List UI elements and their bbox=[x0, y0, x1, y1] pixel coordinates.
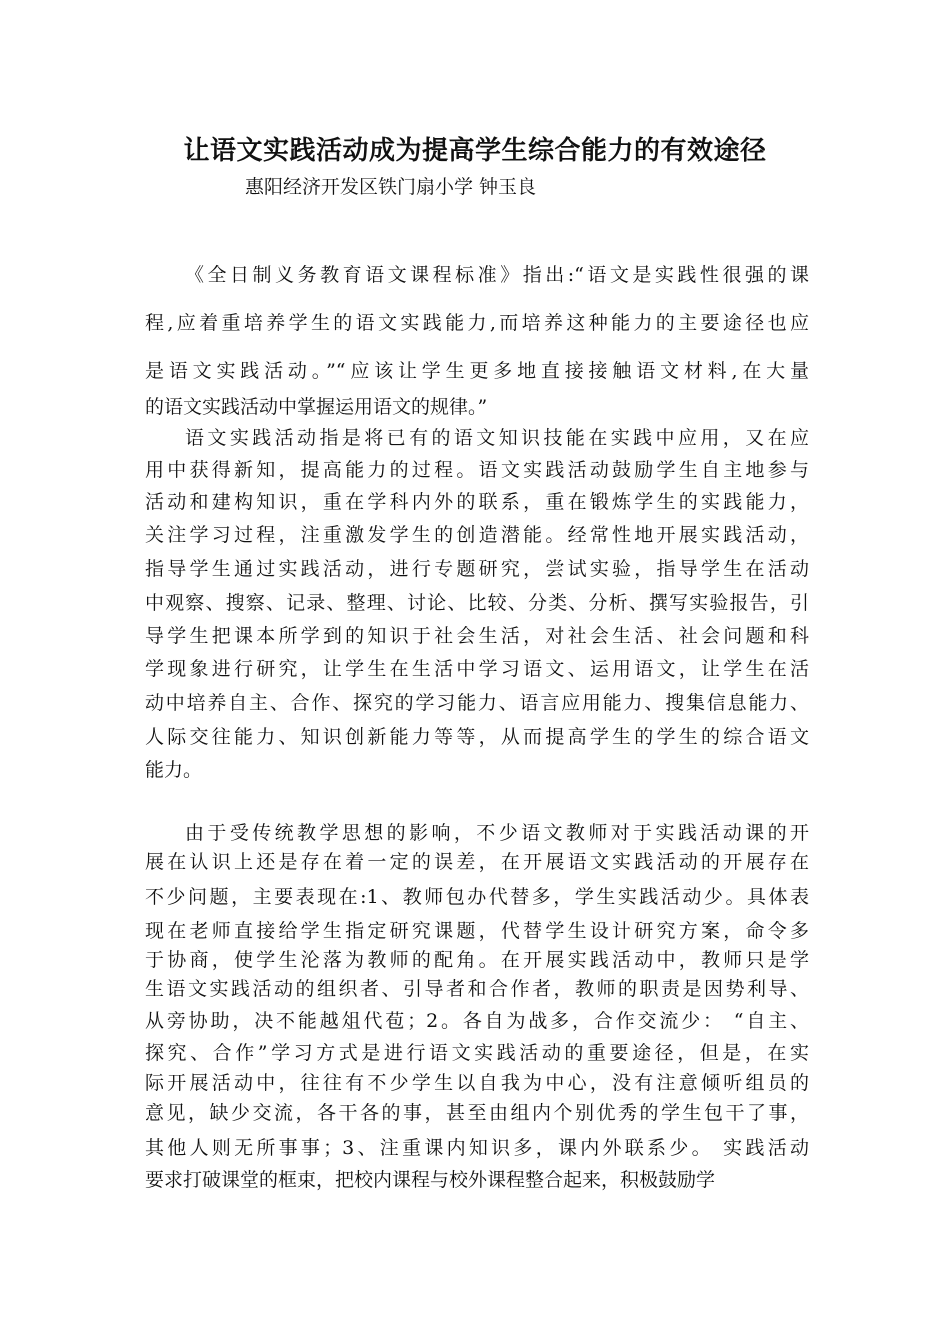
text-line: 能力。 bbox=[145, 759, 203, 781]
text-line: 用中获得新知，提高能力的过程。语文实践活动鼓励学生自主地参与 bbox=[145, 459, 809, 481]
text-line: 是语文实践活动。”“应该让学生更多地直接接触语文材料,在大量 bbox=[145, 360, 809, 382]
text-line: 程,应着重培养学生的语文实践能力,而培养这种能力的主要途径也应 bbox=[145, 312, 809, 334]
paragraph-3-line bbox=[145, 1070, 825, 1096]
text-line: 学现象进行研究，让学生在生活中学习语文、运用语文，让学生在活 bbox=[145, 658, 809, 680]
paragraph-3-line bbox=[145, 884, 825, 910]
paragraph-2-line bbox=[145, 425, 825, 451]
paragraph-3-line bbox=[145, 1008, 825, 1034]
paragraph-2-line bbox=[145, 656, 825, 682]
paragraph-2-line bbox=[145, 522, 825, 548]
paragraph-3-line bbox=[145, 1135, 825, 1161]
text-line: 由于受传统教学思想的影响，不少语文教师对于实践活动课的开 bbox=[185, 822, 809, 844]
paragraph-2-line bbox=[145, 724, 825, 750]
text-line: 动中培养自主、合作、探究的学习能力、语言应用能力、搜集信息能力、 bbox=[145, 692, 809, 714]
text-line: 要求打破课堂的框束，把校内课程与校外课程整合起来，积极鼓励学 bbox=[145, 1169, 716, 1191]
paragraph-1-line bbox=[145, 262, 825, 288]
paragraph-2-line bbox=[145, 757, 825, 783]
paragraph-3-line bbox=[145, 820, 825, 846]
paragraph-3-line bbox=[145, 1167, 825, 1193]
text-line: 现在老师直接给学生指定研究课题，代替学生设计研究方案，命令多 bbox=[145, 920, 809, 942]
text-line: 关注学习过程，注重激发学生的创造潜能。经常性地开展实践活动， bbox=[145, 524, 809, 546]
text-line: 中观察、搜察、记录、整理、讨论、比较、分类、分析、撰写实验报告，引 bbox=[145, 592, 809, 614]
document-title: 让语文实践活动成为提高学生综合能力的有效途径 bbox=[183, 136, 767, 166]
paragraph-2-line bbox=[145, 457, 825, 483]
paragraph-3-line bbox=[145, 947, 825, 973]
paragraph-2-line bbox=[145, 690, 825, 716]
text-line: 指导学生通过实践活动，进行专题研究，尝试实验，指导学生在活动 bbox=[145, 558, 809, 580]
paragraph-3-line bbox=[145, 918, 825, 944]
paragraph-3-line bbox=[145, 976, 825, 1002]
text-line: 于协商，使学生沦落为教师的配角。在开展实践活动中，教师只是学 bbox=[145, 949, 809, 971]
paragraph-1-line bbox=[145, 394, 825, 420]
paragraph-2-line bbox=[145, 623, 825, 649]
text-line: 际开展活动中，往往有不少学生以自我为中心，没有注意倾听组员的 bbox=[145, 1072, 809, 1094]
text-line: 语文实践活动指是将已有的语文知识技能在实践中应用，又在应 bbox=[185, 427, 809, 449]
text-line: 其他人则无所事事；3、注重课内知识多，课内外联系少。 实践活动 bbox=[145, 1137, 809, 1159]
text-line: 不少问题，主要表现在:1、教师包办代替多，学生实践活动少。具体表 bbox=[145, 886, 809, 908]
paragraph-2-line bbox=[145, 590, 825, 616]
paragraph-1-line bbox=[145, 358, 825, 384]
text-line: 活动和建构知识，重在学科内外的联系，重在锻炼学生的实践能力， bbox=[145, 491, 809, 513]
paragraph-2-line bbox=[145, 556, 825, 582]
text-line: 人际交往能力、知识创新能力等等，从而提高学生的学生的综合语文 bbox=[145, 726, 809, 748]
paragraph-3-line bbox=[145, 1040, 825, 1066]
paragraph-3-line bbox=[145, 1100, 825, 1126]
text-line: 从旁协助，决不能越俎代苞；2。各自为战多，合作交流少： “自主、 bbox=[145, 1010, 809, 1032]
paragraph-2-line bbox=[145, 489, 825, 515]
text-line: 导学生把课本所学到的知识于社会生活，对社会生活、社会问题和科 bbox=[145, 625, 809, 647]
author-line: 惠阳经济开发区铁门扇小学 钟玉良 bbox=[245, 176, 537, 198]
text-line: 意见，缺少交流，各干各的事，甚至由组内个别优秀的学生包干了事， bbox=[145, 1102, 809, 1124]
text-line: 的语文实践活动中掌握运用语文的规律。” bbox=[145, 396, 488, 418]
paragraph-3-line bbox=[145, 849, 825, 875]
text-line: 探究、合作”学习方式是进行语文实践活动的重要途径，但是，在实 bbox=[145, 1042, 809, 1064]
text-line: 《全日制义务教育语文课程标准》指出:“语文是实践性很强的课 bbox=[185, 264, 809, 286]
text-line: 生语文实践活动的组织者、引导者和合作者，教师的职责是因势利导、 bbox=[145, 978, 809, 1000]
text-line: 展在认识上还是存在着一定的误差，在开展语文实践活动的开展存在 bbox=[145, 851, 809, 873]
paragraph-1-line bbox=[145, 310, 825, 336]
